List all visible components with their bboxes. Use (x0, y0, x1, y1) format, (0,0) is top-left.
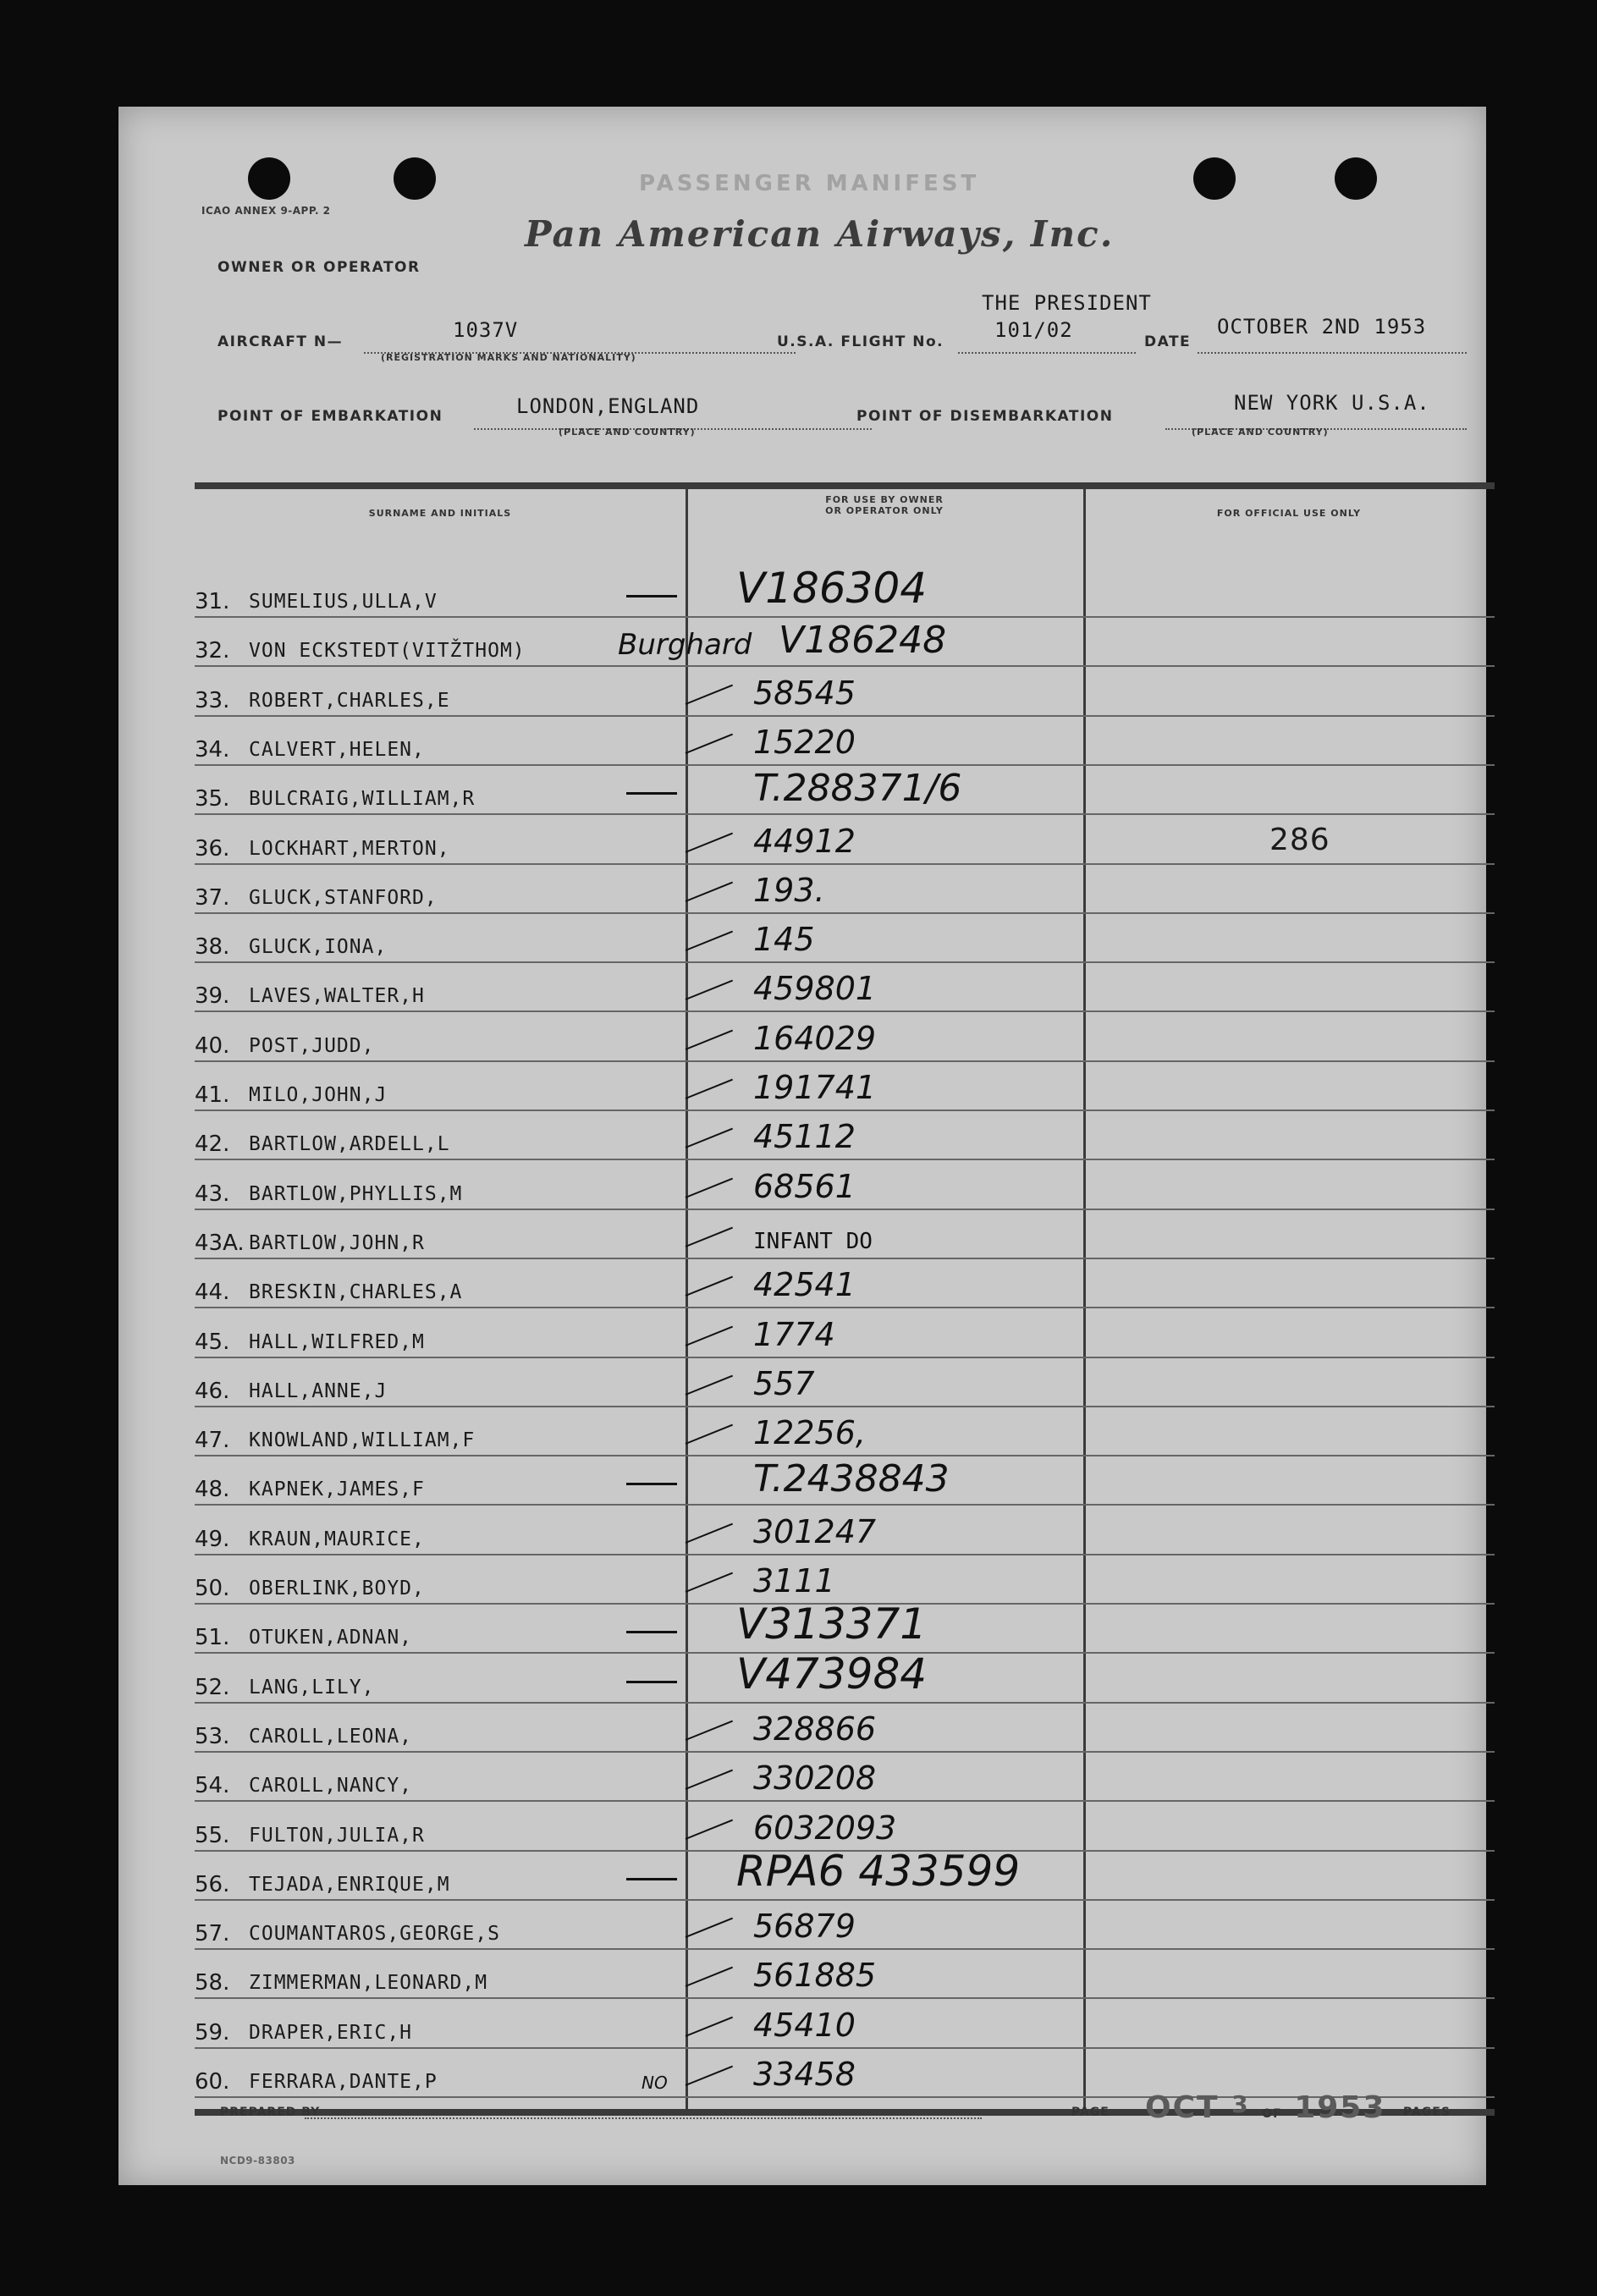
table-row (195, 961, 1495, 1012)
punch-hole (394, 157, 436, 200)
passenger-name: BARTLOW,ARDELL,L (249, 1133, 450, 1156)
table-row (195, 1159, 1495, 1210)
table-row (195, 1899, 1495, 1950)
ticket-number: 45112 (753, 1118, 856, 1156)
punch-hole (1335, 157, 1377, 200)
check-dash (626, 792, 677, 795)
table-row (195, 1455, 1495, 1506)
check-tick (686, 1374, 733, 1395)
ticket-number: INFANT DO (753, 1228, 873, 1254)
row-number: 34. (195, 736, 230, 763)
passenger-name: CALVERT,HELEN, (249, 738, 425, 761)
table-row (195, 1357, 1495, 1407)
row-number: 46. (195, 1378, 230, 1404)
passenger-name: POST,JUDD, (249, 1034, 375, 1057)
row-number: 37. (195, 884, 230, 911)
check-dash (626, 1681, 677, 1683)
disembarkation-label: POINT OF DISEMBARKATION (856, 408, 1114, 425)
check-tick (686, 1918, 733, 1938)
check-tick (686, 733, 733, 753)
prepared-by-label: PREPARED BY (220, 2106, 321, 2119)
punch-hole (248, 157, 290, 200)
passenger-name: GLUCK,STANFORD, (249, 886, 438, 909)
row-number: 55. (195, 1822, 230, 1848)
passenger-name: ZIMMERMAN,LEONARD,M (249, 1972, 488, 1995)
row-number: 45. (195, 1329, 230, 1355)
passenger-name: BULCRAIG,WILLIAM,R (249, 788, 476, 811)
ticket-number: 328866 (753, 1710, 877, 1748)
row-number: 44. (195, 1280, 230, 1306)
check-tick (686, 1572, 733, 1593)
table-row (195, 1554, 1495, 1605)
table-row (195, 1846, 1495, 1901)
check-tick (686, 1177, 733, 1198)
prepared-by-line (305, 2117, 982, 2119)
check-tick (686, 1128, 733, 1148)
passenger-name: COUMANTAROS,GEORGE,S (249, 1923, 500, 1946)
row-number: 53. (195, 1723, 230, 1749)
row-number: 49. (195, 1526, 230, 1552)
ticket-number: V186248 (779, 619, 947, 663)
table-row (195, 1599, 1495, 1654)
ticket-number: T.2438843 (753, 1457, 950, 1501)
row-number: 39. (195, 983, 230, 1010)
table-row (195, 912, 1495, 963)
passenger-table (195, 482, 1495, 2116)
check-tick (686, 1029, 733, 1049)
passenger-name: ROBERT,CHARLES,E (249, 689, 450, 712)
check-tick (686, 980, 733, 1000)
ticket-number: T.288371/6 (753, 767, 962, 811)
ticket-number: 557 (753, 1364, 815, 1402)
handwritten-note: Burghard (618, 628, 752, 663)
table-row (195, 1649, 1495, 1704)
passenger-name: HALL,ANNE,J (249, 1379, 388, 1402)
ticket-number: 164029 (753, 1019, 877, 1057)
check-dash (626, 1483, 677, 1485)
check-tick (686, 1720, 733, 1740)
table-row (195, 764, 1495, 815)
page-label: PAGE (1071, 2106, 1110, 2119)
check-tick (686, 684, 733, 704)
row-number: 58. (195, 1970, 230, 1996)
row-number: 40. (195, 1032, 230, 1059)
row-number: 59. (195, 2019, 230, 2045)
date-value: OCTOBER 2ND 1953 (1217, 315, 1427, 339)
check-tick (686, 1819, 733, 1839)
ticket-number: 330208 (753, 1759, 877, 1798)
check-tick (686, 881, 733, 901)
ticket-number: V473984 (736, 1649, 928, 1699)
of-label: OF (1262, 2107, 1282, 2121)
row-number: 48. (195, 1477, 230, 1503)
embarkation-caption: (PLACE AND COUNTRY) (559, 427, 696, 438)
row-number: 38. (195, 934, 230, 961)
ticket-number: 33458 (753, 2056, 856, 2093)
ticket-number: 191741 (753, 1069, 877, 1106)
check-tick (686, 1226, 733, 1247)
row-number: 43. (195, 1181, 230, 1207)
table-row (195, 1308, 1495, 1358)
check-tick (686, 1276, 733, 1297)
check-tick (686, 1325, 733, 1346)
embarkation-label: POINT OF EMBARKATION (218, 408, 443, 425)
check-tick (686, 1522, 733, 1543)
passenger-name: LANG,LILY, (249, 1676, 375, 1699)
column-header-owner-use-line2: OR OPERATOR ONLY (825, 505, 944, 516)
table-row (195, 1406, 1495, 1456)
ticket-number: 45410 (753, 2006, 856, 2044)
ticket-number: 1774 (753, 1315, 835, 1353)
stamp-month: OCT (1145, 2090, 1220, 2125)
row-number: 47. (195, 1428, 230, 1454)
row-number: 50. (195, 1576, 230, 1601)
ticket-number: 459801 (753, 970, 877, 1008)
passenger-name: HALL,WILFRED,M (249, 1330, 425, 1353)
ticket-number: 12256, (753, 1414, 866, 1452)
check-tick (686, 832, 733, 852)
check-tick (686, 1967, 733, 1987)
ticket-number: V313371 (736, 1599, 928, 1649)
table-row (195, 1801, 1495, 1852)
passenger-name: SUMELIUS,ULLA,V (249, 591, 438, 613)
passenger-name: FERRARA,DANTE,P (249, 2071, 438, 2093)
passenger-name: FULTON,JULIA,R (249, 1824, 425, 1847)
table-row (195, 1751, 1495, 1802)
check-tick (686, 1424, 733, 1445)
row-number: 43A. (195, 1230, 245, 1256)
passenger-name: KNOWLAND,WILLIAM,F (249, 1429, 476, 1452)
passenger-name: LAVES,WALTER,H (249, 985, 425, 1008)
aircraft-value: 1037V (453, 318, 519, 342)
row-number: 33. (195, 687, 230, 713)
company-name: Pan American Airways, Inc. (525, 213, 1115, 255)
form-reference: ICAO ANNEX 9-APP. 2 (201, 205, 331, 217)
row-number: 42. (195, 1131, 230, 1158)
passenger-name: VON ECKSTEDT(VITŽTHOM) (249, 640, 526, 663)
column-header-official: FOR OFFICIAL USE ONLY (1216, 508, 1362, 519)
row-number: 31. (195, 589, 230, 614)
row-number: 41. (195, 1082, 230, 1108)
check-dash (626, 1878, 677, 1880)
passenger-name: BRESKIN,CHARLES,A (249, 1281, 463, 1304)
official-use-note: 286 (1269, 823, 1330, 857)
aircraft-label: AIRCRAFT N— (218, 333, 344, 350)
disembarkation-value: NEW YORK U.S.A. (1234, 391, 1430, 415)
passenger-name: CAROLL,NANCY, (249, 1775, 413, 1798)
row-number: 54. (195, 1773, 230, 1799)
column-header-surname: SURNAME AND INITIALS (368, 508, 512, 519)
ticket-number: 561885 (753, 1957, 877, 1995)
row-number: 32. (195, 638, 230, 664)
check-tick (686, 1770, 733, 1790)
pages-label: PAGES (1403, 2106, 1451, 2119)
table-row (195, 1702, 1495, 1753)
ticket-number: 301247 (753, 1512, 877, 1550)
check-tick (686, 1079, 733, 1099)
passenger-name: OTUKEN,ADNAN, (249, 1627, 413, 1649)
date-field-line (1198, 352, 1467, 354)
column-header-owner-use (686, 494, 1083, 516)
ticket-number: 193. (753, 871, 825, 909)
passenger-name: KAPNEK,JAMES,F (249, 1478, 425, 1501)
form-code: NCD9-83803 (220, 2155, 295, 2167)
table-row (195, 1209, 1495, 1259)
form-title: PASSENGER MANIFEST (639, 171, 980, 196)
ticket-number: 6032093 (753, 1809, 897, 1847)
table-row (195, 1109, 1495, 1160)
owner-label: OWNER OR OPERATOR (218, 259, 421, 276)
row-number: 51. (195, 1625, 230, 1651)
ticket-number: 15220 (753, 723, 856, 761)
table-row (195, 814, 1495, 865)
table-row (195, 1948, 1495, 1999)
row-number: 56. (195, 1871, 230, 1897)
row-number: 36. (195, 835, 230, 862)
table-row (195, 1258, 1495, 1308)
flight-value: 101/02 (994, 318, 1073, 342)
check-tick (686, 931, 733, 951)
passenger-name: TEJADA,ENRIQUE,M (249, 1873, 450, 1896)
punch-hole (1193, 157, 1236, 200)
ticket-number: 56879 (753, 1908, 856, 1946)
manifest-sheet (118, 107, 1486, 2185)
date-label: DATE (1144, 333, 1192, 350)
passenger-name: CAROLL,LEONA, (249, 1725, 413, 1748)
flight-label: U.S.A. FLIGHT No. (777, 333, 944, 350)
table-row (195, 616, 1495, 667)
passenger-name: BARTLOW,JOHN,R (249, 1231, 425, 1254)
passenger-name: OBERLINK,BOYD, (249, 1577, 425, 1599)
stamp-year: 1953 (1294, 2090, 1386, 2125)
aircraft-caption: (REGISTRATION MARKS AND NATIONALITY) (381, 352, 636, 363)
disembarkation-caption: (PLACE AND COUNTRY) (1192, 427, 1329, 438)
ticket-number: RPA6 433599 (736, 1846, 1021, 1896)
row-number: 35. (195, 786, 230, 812)
flight-name: THE PRESIDENT (982, 291, 1152, 315)
check-tick (686, 2016, 733, 2036)
passenger-name: BARTLOW,PHYLLIS,M (249, 1182, 463, 1205)
table-row (195, 666, 1495, 717)
table-row (195, 863, 1495, 914)
ticket-number: 145 (753, 921, 815, 959)
table-row (195, 1505, 1495, 1555)
flight-field-line (958, 352, 1136, 354)
stamp-day: 3 (1231, 2090, 1250, 2118)
passenger-name: GLUCK,IONA, (249, 936, 388, 959)
table-row (195, 715, 1495, 766)
table-row (195, 1998, 1495, 2049)
row-number: 57. (195, 1921, 230, 1947)
ticket-number: V186304 (736, 564, 928, 613)
table-row (195, 1011, 1495, 1062)
check-tick (686, 2066, 733, 2086)
embarkation-value: LONDON,ENGLAND (516, 394, 700, 418)
passenger-name: LOCKHART,MERTON, (249, 837, 450, 860)
row-number: 60. (195, 2069, 230, 2095)
passenger-name: KRAUN,MAURICE, (249, 1528, 425, 1550)
check-dash (626, 1631, 677, 1633)
ticket-number: 58545 (753, 674, 856, 712)
handwritten-note: NO (642, 2073, 668, 2093)
passenger-name: MILO,JOHN,J (249, 1084, 388, 1106)
ticket-number: 3111 (753, 1562, 835, 1599)
column-header-owner-use-line1: FOR USE BY OWNER (825, 494, 944, 505)
table-row (195, 564, 1495, 618)
date-stamp (1145, 2090, 1385, 2125)
passenger-name: DRAPER,ERIC,H (249, 2021, 413, 2044)
table-row (195, 1060, 1495, 1111)
ticket-number: 68561 (753, 1167, 856, 1205)
ticket-number: 42541 (753, 1266, 856, 1304)
ticket-number: 44912 (753, 822, 856, 860)
table-top-rule (195, 482, 1495, 489)
check-dash (626, 595, 677, 597)
row-number: 52. (195, 1674, 230, 1700)
